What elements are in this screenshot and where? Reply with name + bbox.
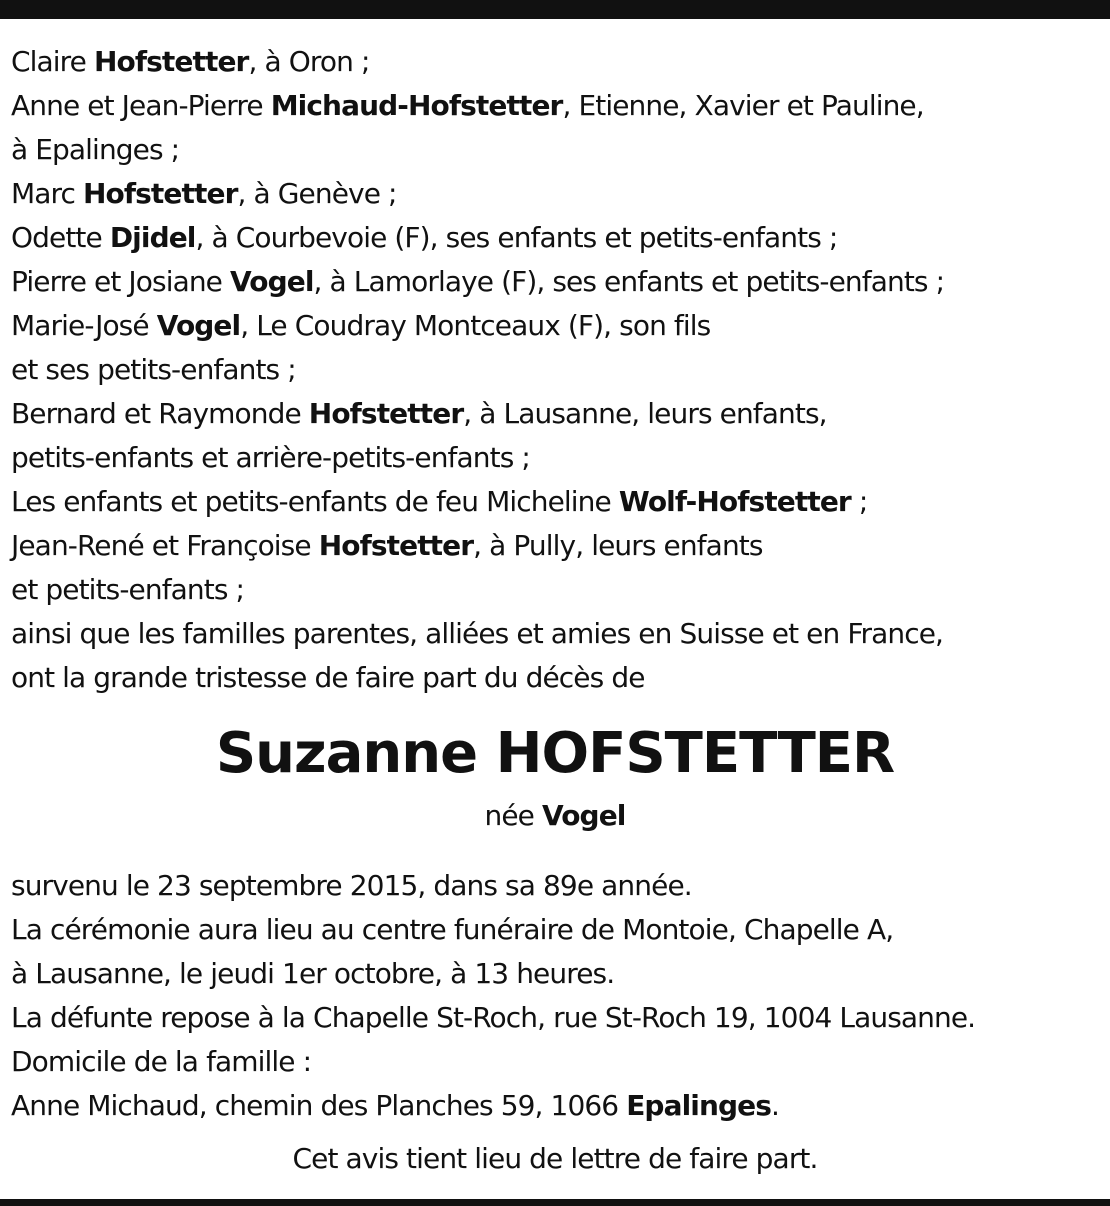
text-segment: Les enfants et petits-enfants de feu Micheline bbox=[11, 485, 619, 518]
nee-prefix: née bbox=[484, 799, 542, 832]
text-segment: ; bbox=[850, 485, 868, 518]
text-segment: et ses petits-enfants ; bbox=[11, 353, 296, 386]
text-segment: Odette bbox=[11, 221, 110, 254]
deceased-name: Suzanne HOFSTETTER bbox=[215, 721, 895, 786]
text-segment: Domicile de la famille : bbox=[11, 1045, 312, 1078]
family-line bbox=[11, 304, 1106, 348]
surname: Epalinges bbox=[626, 1089, 771, 1122]
text-segment: Jean-René et Françoise bbox=[11, 529, 319, 562]
text-segment: à Epalinges ; bbox=[11, 133, 180, 166]
surname: Hofstetter bbox=[94, 45, 249, 78]
text-segment: , à Genève ; bbox=[237, 177, 397, 210]
family-line bbox=[11, 392, 1106, 436]
family-line bbox=[11, 436, 1106, 480]
info-line bbox=[11, 908, 1106, 952]
family-line bbox=[11, 172, 1106, 216]
family-line bbox=[11, 480, 1106, 524]
text-segment: ont la grande tristesse de faire part du décès de bbox=[11, 661, 645, 694]
text-segment: Marie-José bbox=[11, 309, 157, 342]
text-segment: , Etienne, Xavier et Pauline, bbox=[562, 89, 924, 122]
text-segment: survenu le 23 septembre 2015, dans sa 89e année. bbox=[11, 869, 692, 902]
info-line bbox=[11, 864, 1106, 908]
text-segment: Marc bbox=[11, 177, 84, 210]
text-segment: , à Pully, leurs enfants bbox=[473, 529, 763, 562]
text-segment: Bernard et Raymonde bbox=[11, 397, 309, 430]
surname: Vogel bbox=[156, 309, 241, 342]
text-segment: Pierre et Josiane bbox=[11, 265, 231, 298]
text-segment: à Lausanne, le jeudi 1er octobre, à 13 heures. bbox=[11, 957, 615, 990]
family-line bbox=[11, 348, 1106, 392]
family-line bbox=[11, 568, 1106, 612]
family-line bbox=[11, 524, 1106, 568]
text-segment: et petits-enfants ; bbox=[11, 573, 245, 606]
text-segment: La défunte repose à la Chapelle St-Roch, rue St-Roch 19, 1004 Lausanne. bbox=[11, 1001, 976, 1034]
family-line bbox=[11, 260, 1106, 304]
info-line bbox=[11, 952, 1106, 996]
text-segment: , à Lamorlaye (F), ses enfants et petits-enfants ; bbox=[313, 265, 945, 298]
family-line bbox=[11, 612, 1106, 656]
surname: Vogel bbox=[230, 265, 314, 298]
maiden-name-line bbox=[0, 794, 1110, 838]
family-list bbox=[11, 40, 1106, 700]
surname: Michaud-Hofstetter bbox=[270, 89, 563, 122]
info-line bbox=[11, 996, 1106, 1040]
text-segment: La cérémonie aura lieu au centre funéraire de Montoie, Chapelle A, bbox=[11, 913, 894, 946]
family-line bbox=[11, 128, 1106, 172]
info-line bbox=[11, 1040, 1106, 1084]
info-line bbox=[11, 1084, 1106, 1128]
text-segment: , Le Coudray Montceaux (F), son fils bbox=[240, 309, 711, 342]
surname: Hofstetter bbox=[83, 177, 238, 210]
text-segment: ainsi que les familles parentes, alliées et amies en Suisse et en France, bbox=[11, 617, 944, 650]
text-segment: . bbox=[771, 1089, 780, 1122]
text-segment: , à Lausanne, leurs enfants, bbox=[463, 397, 827, 430]
text-segment: , à Oron ; bbox=[248, 45, 370, 78]
text-segment: Anne et Jean-Pierre bbox=[11, 89, 271, 122]
family-line bbox=[11, 84, 1106, 128]
closing-note: Cet avis tient lieu de lettre de faire part. bbox=[292, 1142, 818, 1175]
text-segment: Anne Michaud, chemin des Planches 59, 1066 bbox=[11, 1089, 627, 1122]
ceremony-info bbox=[11, 864, 1106, 1128]
family-line bbox=[11, 216, 1106, 260]
family-line bbox=[11, 40, 1106, 84]
surname: Hofstetter bbox=[308, 397, 464, 430]
bottom-rule bbox=[0, 1199, 1110, 1206]
family-line bbox=[11, 656, 1106, 700]
text-segment: , à Courbevoie (F), ses enfants et petits-enfants ; bbox=[195, 221, 838, 254]
deceased-block bbox=[0, 716, 1110, 838]
text-segment: Claire bbox=[11, 45, 94, 78]
maiden-name: Vogel bbox=[541, 799, 626, 832]
top-rule bbox=[0, 0, 1110, 19]
text-segment: petits-enfants et arrière-petits-enfants ; bbox=[11, 441, 530, 474]
surname: Djidel bbox=[109, 221, 196, 254]
surname: Hofstetter bbox=[318, 529, 474, 562]
surname: Wolf-Hofstetter bbox=[618, 485, 851, 518]
